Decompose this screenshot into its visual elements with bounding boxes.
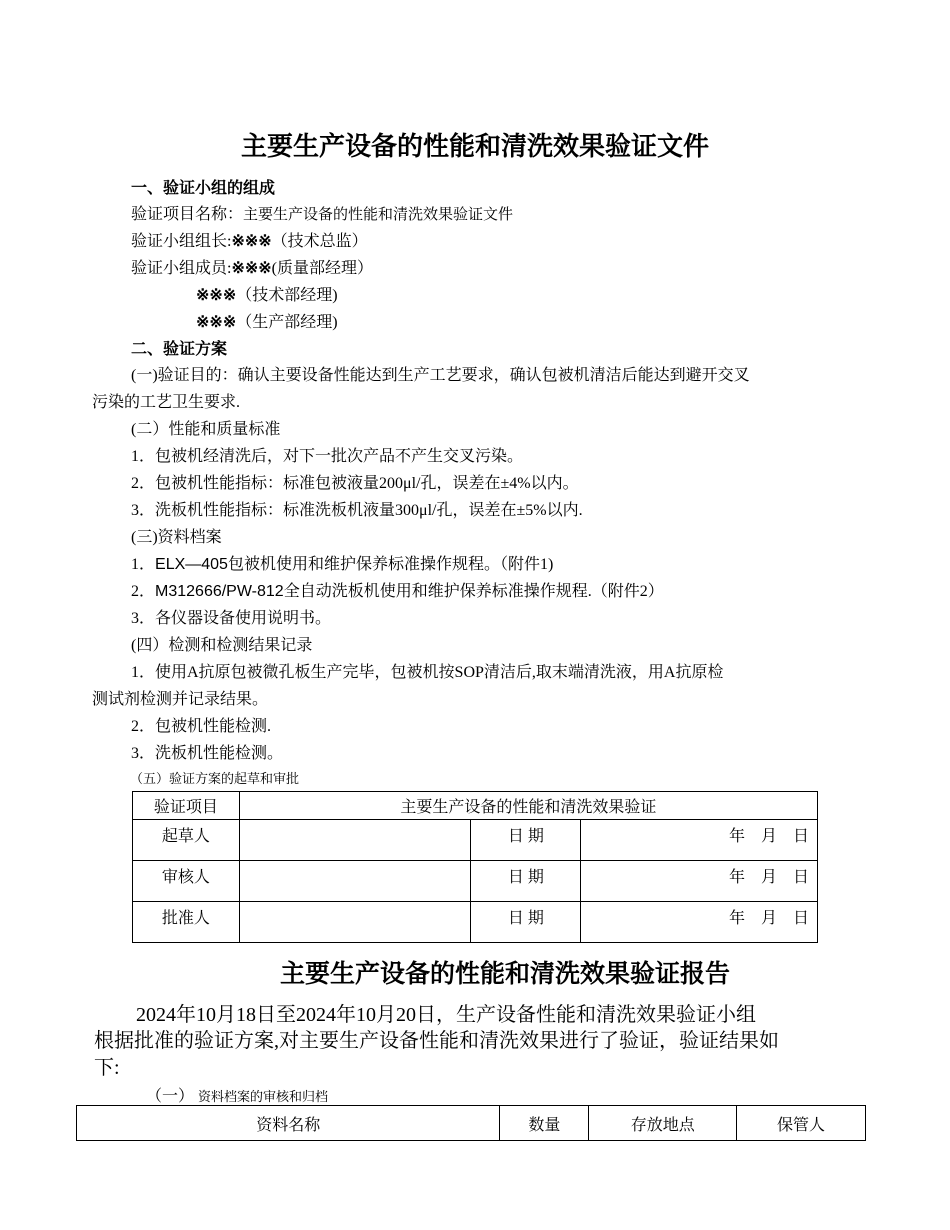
archive-item-1: [131, 551, 553, 574]
approval-caption: （五）验证方案的起草和审批: [130, 771, 300, 786]
archive-item-1-text: 包被机使用和维护保养标准操作规程。（附件1): [227, 556, 554, 573]
members-line: [131, 255, 373, 278]
project-name-value: 主要生产设备的性能和清洗效果验证文件: [243, 205, 514, 223]
purpose-line-2: 污染的工艺卫生要求.: [92, 394, 241, 411]
approval-role-cell: 审核人: [133, 861, 240, 902]
report-paragraph-line-1: 2024年10月18日至2024年10月20日，生产设备性能和清洗效果验证小组: [136, 1004, 756, 1026]
standard-item-2: 2．包被机性能指标：标准包被液量200μl/孔，误差在±4%以内。: [131, 475, 579, 492]
member3-role: （生产部经理): [236, 314, 338, 331]
year-label: 年: [728, 869, 745, 886]
testing-heading: (四）检测和检测结果记录: [131, 637, 313, 654]
archive-item-1-num: 1．: [131, 556, 156, 573]
testing-item-1-line-2: 测试剂检测并记录结果。: [92, 691, 269, 708]
approval-date-label: 日 期: [471, 861, 581, 902]
archive-item-2-text: 全自动洗板机使用和维护保养标准操作规程.（附件2）: [283, 583, 664, 600]
standard-item-3: 3．洗板机性能指标：标准洗板机液量300μl/孔，误差在±5%以内.: [131, 502, 583, 519]
approval-date-value: [581, 820, 818, 861]
project-name-label: 验证项目名称：: [131, 206, 244, 223]
month-label: 月: [760, 910, 777, 927]
report-subheading: [146, 1083, 328, 1106]
member2-line: [196, 282, 338, 305]
leader-line: [131, 228, 368, 251]
leader-name: ※※※: [231, 233, 272, 250]
member2-name: ※※※: [196, 287, 237, 304]
standards-heading: (二）性能和质量标准: [131, 421, 281, 438]
member1-name: ※※※: [231, 260, 272, 277]
approval-date-value: [581, 861, 818, 902]
archive-heading: (三)资料档案: [131, 529, 222, 546]
column-header-quantity: 数量: [500, 1106, 589, 1141]
column-header-location: 存放地点: [589, 1106, 737, 1141]
leader-label: 验证小组组长:: [131, 233, 232, 250]
day-label: 日: [792, 828, 809, 845]
report-subheading-text: 资料档案的审核和归档: [198, 1089, 329, 1104]
section-heading-team: 一、验证小组的组成: [131, 180, 276, 197]
month-label: 月: [760, 869, 777, 886]
day-label: 日: [792, 869, 809, 886]
approval-name-cell: [239, 861, 471, 902]
approval-table: [132, 791, 818, 943]
approval-table-header-row: [133, 792, 818, 820]
section-heading-plan: 二、验证方案: [131, 341, 228, 358]
approval-date-label: 日 期: [471, 902, 581, 943]
report-paragraph-line-2: 根据批准的验证方案,对主要生产设备性能和清洗效果进行了验证，验证结果如: [94, 1030, 779, 1052]
approval-date-value: [581, 902, 818, 943]
report-subheading-num: （一）: [146, 1088, 195, 1105]
approval-role-cell: 批准人: [133, 902, 240, 943]
column-header-material-name: 资料名称: [77, 1106, 500, 1141]
member1-role: (质量部经理）: [271, 260, 374, 277]
member2-role: （技术部经理): [236, 287, 338, 304]
members-label: 验证小组成员:: [131, 260, 232, 277]
year-label: 年: [728, 910, 745, 927]
testing-item-3: 3．洗板机性能检测。: [131, 745, 284, 762]
approval-table-row: [133, 820, 818, 861]
report-title: 主要生产设备的性能和清洗效果验证报告: [279, 961, 730, 988]
report-paragraph-line-3: 下:: [94, 1057, 120, 1079]
approval-table-header-value: 主要生产设备的性能和清洗效果验证: [239, 792, 817, 820]
document-title: 主要生产设备的性能和清洗效果验证文件: [240, 132, 709, 161]
leader-role: （技术总监）: [271, 233, 368, 250]
column-header-custodian: 保管人: [737, 1106, 866, 1141]
member3-name: ※※※: [196, 314, 237, 331]
month-label: 月: [760, 828, 777, 845]
purpose-line-1: (一)验证目的：确认主要设备性能达到生产工艺要求，确认包被机清洁后能达到避开交叉: [131, 367, 750, 384]
day-label: 日: [792, 910, 809, 927]
approval-table-header-label: 验证项目: [133, 792, 240, 820]
archive-item-2-num: 2．: [131, 583, 156, 600]
standard-item-1: 1．包被机经清洗后，对下一批次产品不产生交叉污染。: [131, 448, 524, 465]
approval-table-row: [133, 902, 818, 943]
approval-table-row: [133, 861, 818, 902]
testing-item-1-line-1: 1．使用A抗原包被微孔板生产完毕，包被机按SOP清洁后,取末端清洗液，用A抗原检: [131, 664, 724, 681]
approval-role-cell: 起草人: [133, 820, 240, 861]
testing-item-2: 2．包被机性能检测.: [131, 718, 272, 735]
approval-name-cell: [239, 820, 471, 861]
archive-item-2: [131, 578, 664, 601]
project-name-line: [131, 201, 513, 224]
archive-item-1-model: ELX—405: [155, 556, 228, 573]
archive-review-header-row: [77, 1106, 866, 1141]
archive-item-3: 3．各仪器设备使用说明书。: [131, 610, 332, 627]
approval-name-cell: [239, 902, 471, 943]
approval-date-label: 日 期: [471, 820, 581, 861]
year-label: 年: [728, 828, 745, 845]
archive-review-table: [76, 1105, 866, 1141]
archive-item-2-model: M312666/PW-812: [155, 583, 284, 600]
member3-line: [196, 309, 338, 332]
